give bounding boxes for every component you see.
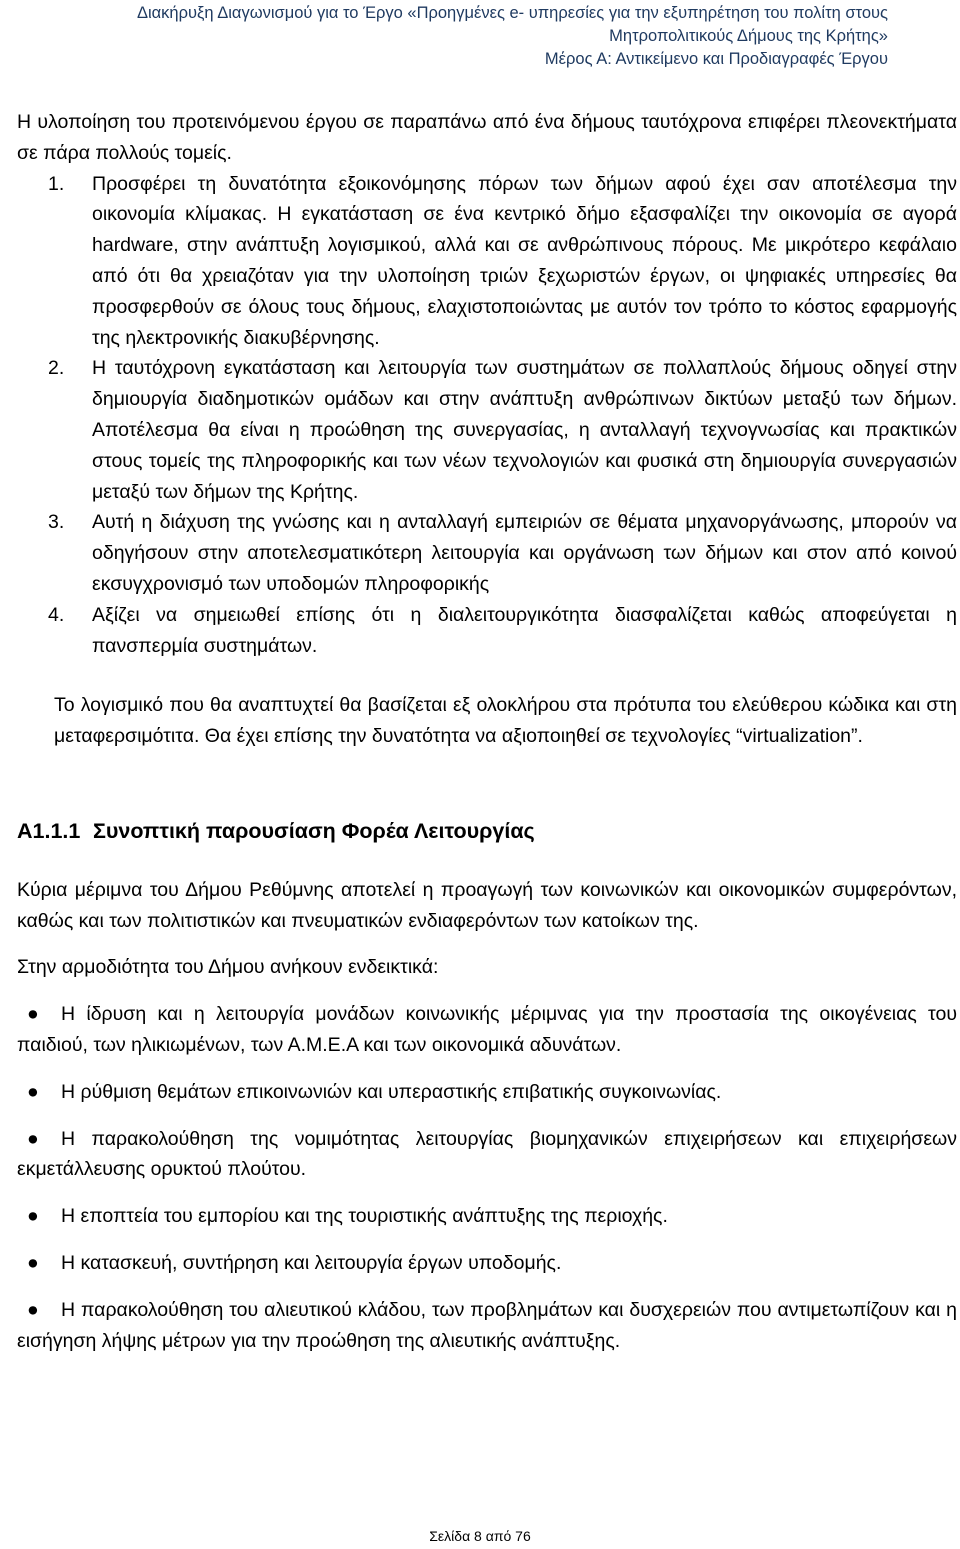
bullet-text: Η κατασκευή, συντήρηση και λειτουργία έργων υποδομής. (61, 1251, 562, 1274)
section-number: A1.1.1 (17, 818, 81, 843)
competence-intro: Στην αρμοδιότητα του Δήμου ανήκουν ενδεικτικά: (17, 956, 439, 979)
bullet-item (17, 1077, 957, 1108)
mission-paragraph: Κύρια μέριμνα του Δήμου Ρεθύμνης αποτελεί η προαγωγή των κοινωνικών και οικονομικών συμφερόντων, καθώς και των πολιτιστικών και πνευματικών ενδιαφερόντων των κατοίκων της. (17, 878, 957, 932)
page-footer: Σελίδα 8 από 76 (429, 1528, 531, 1544)
header-line-2: Μητροπολιτικούς Δήμους της Κρήτης» (609, 27, 888, 45)
item-number: 4. (48, 603, 65, 626)
bullet-icon: ● (27, 1003, 39, 1026)
bullet-icon: ● (27, 1205, 39, 1228)
benefits-list (17, 169, 957, 662)
item-number: 3. (48, 511, 65, 534)
item-text: Αυτή η διάχυση της γνώσης και η ανταλλαγή εμπειριών σε θέματα μηχανοργάνωσης, μπορούν να οδηγήσουν στην αποτελεσματικότερη λειτουργία και οργάνωση των δήμων και στον από κοινού εκσυγχρονισμό των υποδομών πληροφορικής (92, 511, 957, 595)
header-line-1: Διακήρυξη Διαγωνισμού για το Έργο «Προηγμένες e- υπηρεσίες για την εξυπηρέτηση του πολίτη στους (136, 4, 888, 22)
bullet-text: Η εποπτεία του εμπορίου και της τουριστικής ανάπτυξης της περιοχής. (61, 1205, 668, 1228)
bullet-text: Η παρακολούθηση της νομιμότητας λειτουργίας βιομηχανικών επιχειρήσεων και επιχειρήσεων εκμετάλλευσης ορυκτού πλούτου. (17, 1127, 957, 1181)
bullet-icon: ● (27, 1251, 39, 1274)
numbered-item (48, 507, 957, 599)
bullet-item (17, 999, 957, 1061)
item-text: Προσφέρει τη δυνατότητα εξοικονόμησης πόρων των δήμων αφού έχει σαν αποτέλεσμα την οικονομία κλίμακας. Η εγκατάσταση σε ένα κεντρικό δήμο εξασφαλίζει την οικονομία σε αγορά hardware, στην ανάπτυξη λογισμικού, αλλά και σε ανθρώπινους πόρους. Με μικρότερο κεφάλαιο από ότι θα χρειαζόταν για την υλοποίηση τριών ξεχωριστών έργων, οι ψηφιακές υπηρεσίες θα προσφερθούν σε όλους τους δήμους, ελαχιστοποιώντας με αυτόν τον τρόπο το κόστος εφαρμογής της ηλεκτρονικής διακυβέρνησης. (92, 172, 957, 349)
page-header (28, 2, 888, 71)
bullet-item (17, 1248, 957, 1279)
item-text: Η ταυτόχρονη εγκατάσταση και λειτουργία των συστημάτων σε πολλαπλούς δήμους οδηγεί στην δημιουργία διαδημοτικών ομάδων και στην ανάπτυξη ανθρώπινων δικτύων μεταξύ των δήμων. Αποτέλεσμα θα είναι η προώθηση της συνεργασίας, η ανταλλαγή τεχνογνωσίας και πρακτικών στους τομείς της πληροφορικής και των νέων τεχνολογιών και φυσικά στη δημιουργία συνεργασιών μεταξύ των δήμων της Κρήτης. (92, 357, 957, 503)
bullet-item (17, 1201, 957, 1232)
numbered-item (48, 600, 957, 662)
bullet-item (17, 1295, 957, 1357)
section-heading (17, 816, 957, 847)
software-paragraph: Το λογισμικό που θα αναπτυχτεί θα βασίζεται εξ ολοκλήρου στα πρότυπα του ελεύθερου κώδικα και στη μεταφερσιμότιτα. Θα έχει επίσης την δυνατότητα να αξιοποιηθεί σε τεχνολογίες “virtualization”. (54, 694, 957, 748)
bullet-icon: ● (27, 1127, 39, 1150)
item-number: 1. (48, 172, 65, 195)
competence-list (17, 999, 957, 1356)
numbered-item (48, 169, 957, 354)
item-text: Αξίζει να σημειωθεί επίσης ότι η διαλειτουργικότητα διασφαλίζεται καθώς αποφεύγεται η πανσπερμία συστημάτων. (92, 603, 957, 657)
intro-paragraph: Η υλοποίηση του προτεινόμενου έργου σε παραπάνω από ένα δήμους ταυτόχρονα επιφέρει πλεονεκτήματα σε πάρα πολλούς τομείς. (17, 111, 957, 164)
document-body (17, 107, 957, 1372)
section-title: Συνοπτική παρουσίαση Φορέα Λειτουργίας (93, 818, 535, 843)
header-line-3: Μέρος Α: Αντικείμενο και Προδιαγραφές Έργου (544, 50, 888, 68)
item-number: 2. (48, 357, 65, 380)
bullet-icon: ● (27, 1080, 39, 1103)
bullet-text: Η παρακολούθηση του αλιευτικού κλάδου, των προβλημάτων και δυσχερειών που αντιμετωπίζουν και η εισήγηση λήψης μέτρων για την προώθηση της αλιευτικής ανάπτυξης. (17, 1298, 957, 1352)
bullet-icon: ● (27, 1298, 39, 1321)
bullet-item (17, 1124, 957, 1186)
bullet-text: Η ίδρυση και η λειτουργία μονάδων κοινωνικής μέριμνας για την προστασία της οικογένειας του παιδιού, των ηλικιωμένων, των Α.Μ.Ε.Α και των οικονομικά αδυνάτων. (17, 1003, 957, 1056)
numbered-item (48, 353, 957, 507)
bullet-text: Η ρύθμιση θεμάτων επικοινωνιών και υπεραστικής επιβατικής συγκοινωνίας. (61, 1080, 722, 1103)
